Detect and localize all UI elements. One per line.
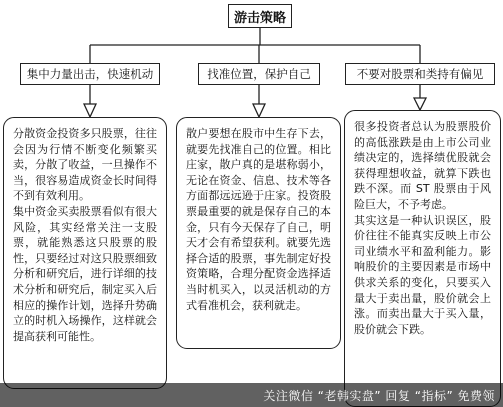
branch-heading-concentrate: 集中力量出击，快速机动 bbox=[20, 63, 160, 85]
branch-1-arrowhead bbox=[84, 104, 96, 117]
branch-3-paragraph: 其实这是一种认识误区，股价往往不能真实反映上市公司业绩水平和盈利能力。影响股价的主要因素是市场中供求关系的变化，只要买入量大于卖出量，股价就会上涨。而卖出量大于买入量，股价就会下跌。 bbox=[354, 213, 491, 336]
branch-3-arrowhead bbox=[414, 98, 426, 110]
branch-1-description-card bbox=[3, 117, 167, 389]
branch-heading-position: 找准位置，保护自己 bbox=[198, 63, 320, 85]
diagram-title: 游击策略 bbox=[228, 4, 292, 28]
branch-3-description-card bbox=[344, 110, 501, 407]
branch-heading-no-bias: 不要对股票和类持有偏见 bbox=[345, 63, 495, 85]
branch-3-paragraph: 很多投资者总认为股票股价的高低涨跌是由上市公司业绩决定的，选择绩优股就会获得理想收益，就算下跌也跌不深。而 ST 股票由于风险巨大，不予考虑。 bbox=[354, 120, 491, 211]
branch-2-arrowhead bbox=[253, 104, 265, 117]
branch-2-paragraph: 散户要想在股市中生存下去，就要先找准自己的位置。相比庄家，散户真的是堪称弱小，无论在资金、信息、技术等各方面都远远逊于庄家。投资股票最重要的就是保存自己的本金，只有今天保存了自己，明天才会有希望获利。就要先选择合适的股票，事先制定好投资策略，合理分配资金选择适当时机买入，以灵活机动的方式看准机会，获利就走。 bbox=[186, 127, 331, 312]
watermark-banner: 关注微信 “老韩实盘” 回复 “指标” 免费领 bbox=[0, 383, 503, 407]
branch-2-description-card bbox=[176, 117, 341, 349]
branch-1-paragraph: 分散资金投资多只股票，往往会因为行情不断变化频繁买卖，分散了收益，一旦操作不当，很容易造成资金长时间得不到有效利用。 bbox=[13, 127, 157, 203]
branch-1-paragraph: 集中资金买卖股票看似有很大风险，其实经常关注一支股票，就能熟悉这只股票的股性，只要经过对这只股票细致分析和研究后，进行详细的技术分析和研究后，制定买入后相应的操作计划，选择升势确立的时机入场操作，这样就会提高获利可能性。 bbox=[13, 204, 157, 343]
